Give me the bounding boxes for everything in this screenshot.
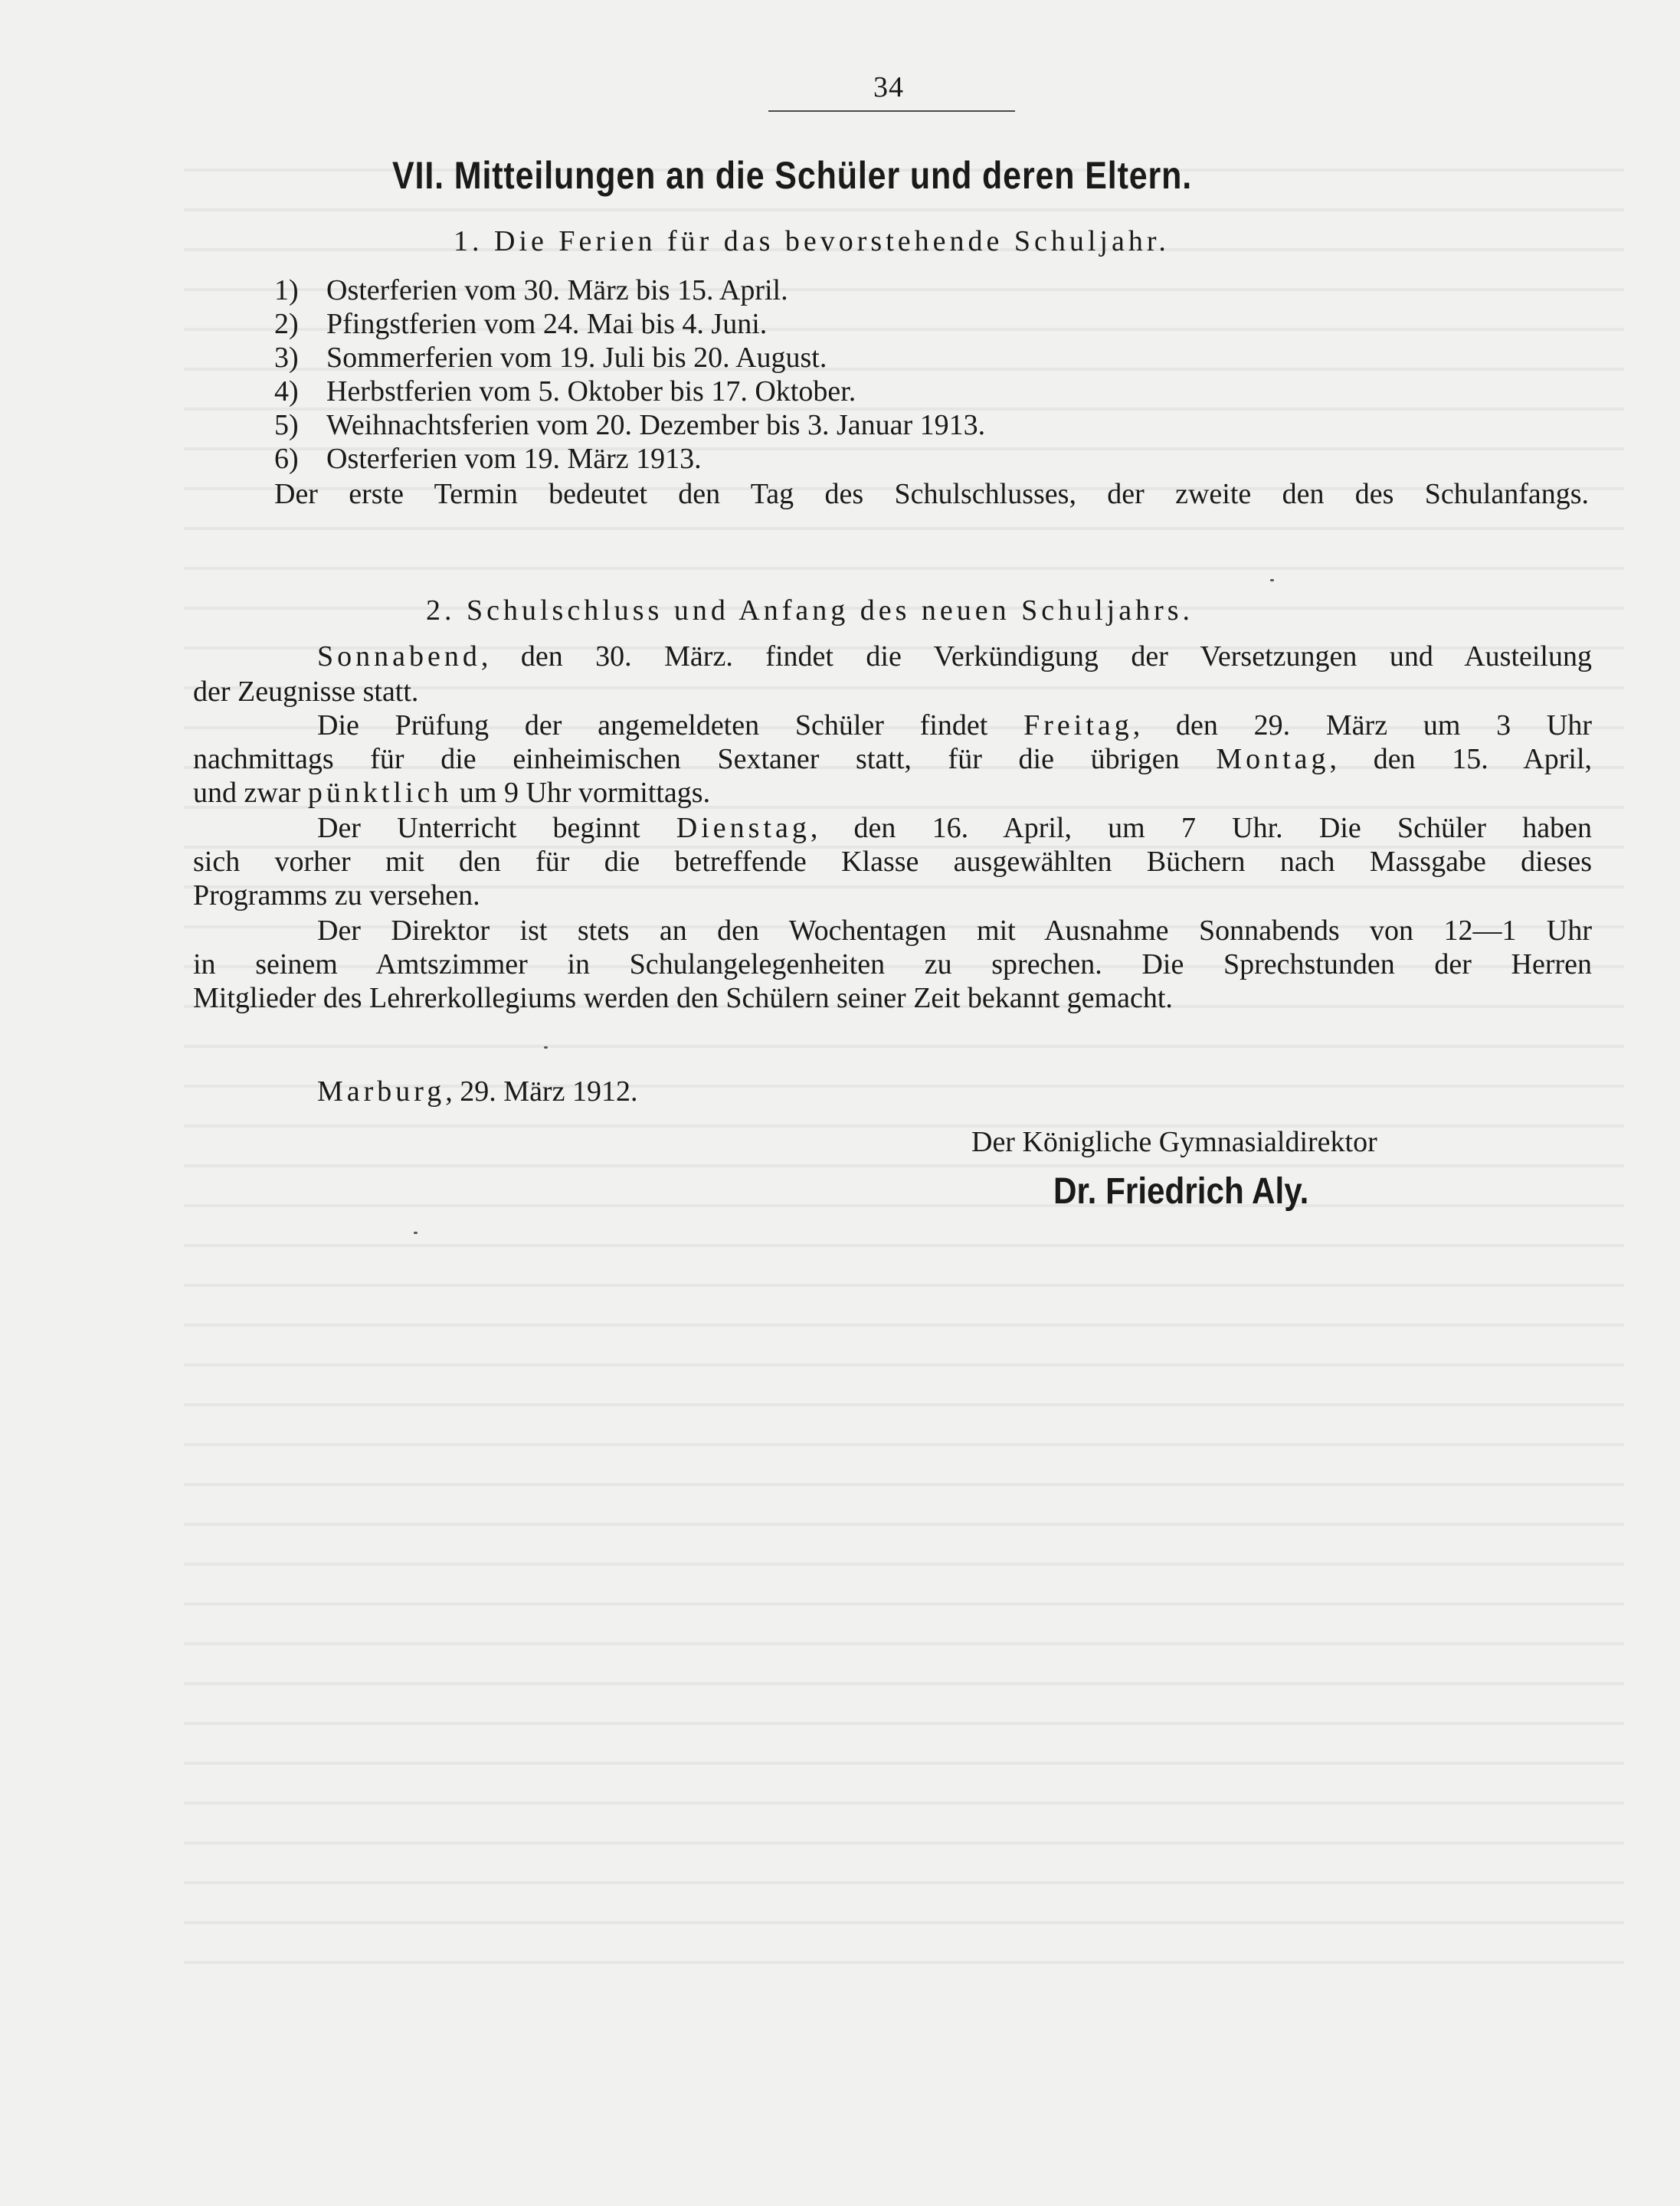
holiday-item-text: Osterferien vom 19. März 1913.: [326, 443, 702, 475]
paragraph-text: Die Prüfung der angemeldeten Schüler findet: [317, 709, 1024, 741]
paragraph-line: in seinem Amtszimmer in Schulangelegenheiten zu sprechen. Die Sprechstunden der Herren: [193, 948, 1592, 980]
section1-title: 1. Die Ferien für das bevorstehende Schuljahr.: [454, 225, 1170, 257]
paragraph-text: , den 16. April, um 7 Uhr. Die Schüler haben: [810, 812, 1592, 844]
print-speck: [414, 1232, 418, 1234]
paragraph-line: [193, 778, 710, 807]
print-speck: [544, 1046, 548, 1049]
holiday-item: [274, 343, 827, 372]
holiday-item-text: Pfingstferien vom 24. Mai bis 4. Juni.: [326, 308, 768, 340]
paragraph-text: , den 30. März. findet die Verkündigung der Versetzungen und Austeilung: [480, 640, 1592, 673]
paragraph-line: Programms zu versehen.: [193, 879, 480, 912]
header-rule: [768, 110, 1015, 112]
holiday-item: [274, 276, 788, 305]
section-heading: VII. Mitteilungen an die Schüler und deren Eltern.: [392, 154, 1193, 197]
paragraph-line: [317, 813, 1592, 843]
place-name: Marburg: [317, 1075, 446, 1108]
page-number: 34: [873, 71, 904, 103]
holiday-item-number: 3): [274, 342, 299, 374]
holiday-item: [274, 309, 767, 339]
paragraph-line: [317, 711, 1592, 740]
holiday-item: [274, 377, 856, 406]
date-text: , 29. März 1912.: [445, 1075, 638, 1108]
print-speck: [1270, 579, 1274, 581]
paragraph-line: Mitglieder des Lehrerkollegiums werden den Schülern seiner Zeit bekannt gemacht.: [193, 982, 1173, 1014]
holiday-item-number: 2): [274, 308, 299, 340]
paragraph-text: Der Unterricht beginnt: [317, 812, 676, 844]
holiday-item-number: 6): [274, 443, 299, 475]
paragraph-text: , den 15. April,: [1329, 743, 1592, 775]
holiday-item: [274, 444, 702, 473]
paragraph-line: der Zeugnisse statt.: [193, 676, 419, 708]
emphasis-word: Montag: [1216, 743, 1330, 775]
paragraph-text: , den 29. März um 3 Uhr: [1132, 709, 1592, 741]
holiday-item: [274, 411, 985, 440]
paragraph-text: nachmittags für die einheimischen Sextaner statt, für die übrigen: [193, 743, 1217, 775]
emphasis-word: Freitag: [1023, 709, 1133, 741]
emphasis-word: pünktlich: [307, 777, 453, 809]
paragraph-text: um 9 Uhr vormittags.: [452, 777, 711, 809]
paragraph-line: [317, 642, 1592, 671]
paragraph-line: Der Direktor ist stets an den Wochentagen mit Ausnahme Sonnabends von 12—1 Uhr: [317, 915, 1592, 947]
holiday-item-text: Sommerferien vom 19. Juli bis 20. August.: [326, 342, 827, 374]
holiday-item-number: 5): [274, 409, 299, 441]
holiday-item-number: 1): [274, 274, 299, 306]
paragraph-line: [193, 745, 1592, 774]
signature-name: Dr. Friedrich Aly.: [1053, 1171, 1309, 1212]
section2-title: 2. Schulschluss und Anfang des neuen Schuljahrs.: [426, 594, 1194, 627]
holiday-item-text: Weihnachtsferien vom 20. Dezember bis 3. Januar 1913.: [326, 409, 986, 441]
holiday-note: Der erste Termin bedeutet den Tag des Schulschlusses, der zweite den des Schulanfangs.: [274, 478, 1589, 510]
emphasis-word: Sonnabend: [317, 640, 481, 673]
holiday-item-number: 4): [274, 375, 299, 407]
signature-title: Der Königliche Gymnasialdirektor: [971, 1126, 1377, 1158]
holiday-item-text: Herbstferien vom 5. Oktober bis 17. Oktober.: [326, 375, 856, 407]
emphasis-word: Dienstag: [676, 812, 811, 844]
holiday-item-text: Osterferien vom 30. März bis 15. April.: [326, 274, 788, 306]
place-date: [317, 1077, 637, 1106]
paragraph-text: und zwar: [193, 777, 308, 809]
paragraph-line: sich vorher mit den für die betreffende Klasse ausgewählten Büchern nach Massgabe dieses: [193, 846, 1592, 878]
